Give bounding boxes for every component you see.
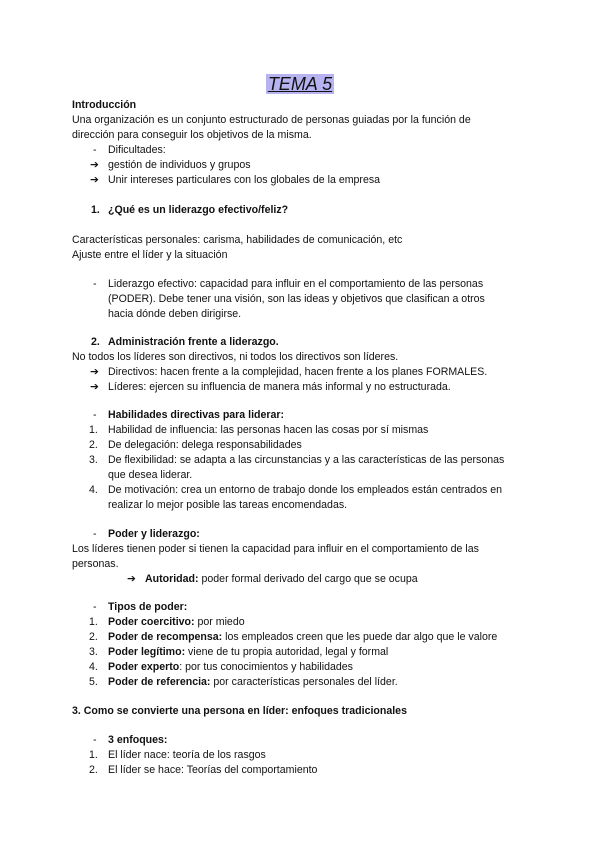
paragraph-line: No todos los líderes son directivos, ni todos los directivos son líderes. (72, 351, 399, 363)
list-number: 1. (89, 616, 98, 628)
subsection-heading: Tipos de poder: (108, 601, 188, 613)
term-label: Poder de recompensa: (108, 631, 223, 643)
list-item (108, 615, 245, 630)
section-heading: ¿Qué es un liderazgo efectivo/feliz? (108, 204, 289, 216)
arrow-bullet-icon: ➔ (127, 573, 136, 585)
list-item: De flexibilidad: se adapta a las circunstancias y a las características de las personas (108, 454, 505, 466)
term-label: Poder coercitivo: (108, 616, 195, 628)
list-number: 3. (89, 454, 98, 466)
dash-bullet-icon: - (93, 409, 97, 421)
term-label: Poder legítimo: (108, 646, 186, 658)
list-item: gestión de individuos y grupos (108, 159, 251, 171)
list-number: 2. (89, 631, 98, 643)
list-number: 5. (89, 676, 98, 688)
list-item-continuation: hacia dónde deben dirigirse. (108, 308, 242, 320)
term-description: por miedo (194, 616, 245, 628)
list-item: Directivos: hacen frente a la complejidad, hacen frente a los planes FORMALES. (108, 366, 488, 378)
term-label: Poder de referencia: (108, 676, 211, 688)
term-label: Poder experto (108, 661, 180, 673)
dash-bullet-icon: - (93, 528, 97, 540)
list-number: 1. (89, 424, 98, 436)
title-container (0, 74, 600, 95)
list-item: Habilidad de influencia: las personas hacen las cosas por sí mismas (108, 424, 429, 436)
list-item (108, 645, 388, 660)
list-number: 1. (89, 749, 98, 761)
list-item (108, 630, 497, 645)
list-number: 4. (89, 661, 98, 673)
subsection-heading: Habilidades directivas para liderar: (108, 409, 285, 421)
dash-bullet-icon: - (93, 734, 97, 746)
section-heading: Administración frente a liderazgo. (108, 336, 279, 348)
list-item: El líder se hace: Teorías del comportamiento (108, 764, 318, 776)
list-item (108, 675, 398, 690)
list-item: Liderazgo efectivo: capacidad para influir en el comportamiento de las personas (108, 278, 484, 290)
subsection-heading: 3 enfoques: (108, 734, 168, 746)
list-item: Dificultades: (108, 144, 166, 156)
list-item: Unir intereses particulares con los globales de la empresa (108, 174, 381, 186)
dash-bullet-icon: - (93, 601, 97, 613)
list-number: 4. (89, 484, 98, 496)
term-description: poder formal derivado del cargo que se ocupa (198, 573, 418, 585)
list-item (108, 660, 353, 675)
list-item: De motivación: crea un entorno de trabajo donde los empleados están centrados en (108, 484, 502, 496)
term-description: viene de tu propia autoridad, legal y formal (185, 646, 389, 658)
section-heading: 3. Como se convierte una persona en líder: enfoques tradicionales (72, 705, 407, 717)
arrow-bullet-icon: ➔ (90, 381, 99, 393)
list-number: 2. (89, 764, 98, 776)
term-description: por características personales del líder. (210, 676, 398, 688)
list-item: Líderes: ejercen su influencia de manera más informal y no estructurada. (108, 381, 451, 393)
arrow-bullet-icon: ➔ (90, 174, 99, 186)
paragraph-line: Los líderes tienen poder si tienen la capacidad para influir en el comportamiento de las (72, 543, 479, 555)
list-number: 3. (89, 646, 98, 658)
term-description: : por tus conocimientos y habilidades (179, 661, 353, 673)
section-number: 1. (91, 204, 100, 216)
arrow-bullet-icon: ➔ (90, 159, 99, 171)
intro-paragraph-line: dirección para conseguir los objetivos de la misma. (72, 129, 312, 141)
list-item (145, 572, 418, 587)
paragraph-line: Características personales: carisma, habilidades de comunicación, etc (72, 234, 403, 246)
intro-heading: Introducción (72, 99, 137, 111)
list-item: El líder nace: teoría de los rasgos (108, 749, 266, 761)
list-item: De delegación: delega responsabilidades (108, 439, 302, 451)
list-item-continuation: que desea liderar. (108, 469, 193, 481)
paragraph-line: Ajuste entre el líder y la situación (72, 249, 228, 261)
dash-bullet-icon: - (93, 278, 97, 290)
term-description: los empleados creen que les puede dar algo que le valore (222, 631, 498, 643)
list-number: 2. (89, 439, 98, 451)
page-title: TEMA 5 (267, 74, 333, 94)
section-number: 2. (91, 336, 100, 348)
subsection-heading: Poder y liderazgo: (108, 528, 200, 540)
list-item-continuation: (PODER). Debe tener una visión, son las ideas y objetivos que clasifican a otros (108, 293, 485, 305)
intro-paragraph-line: Una organización es un conjunto estructurado de personas guiadas por la función de (72, 114, 471, 126)
dash-bullet-icon: - (93, 144, 97, 156)
list-item-continuation: realizar lo mejor posible las tareas encomendadas. (108, 499, 348, 511)
paragraph-line: personas. (72, 558, 119, 570)
arrow-bullet-icon: ➔ (90, 366, 99, 378)
term-label: Autoridad: (145, 573, 199, 585)
